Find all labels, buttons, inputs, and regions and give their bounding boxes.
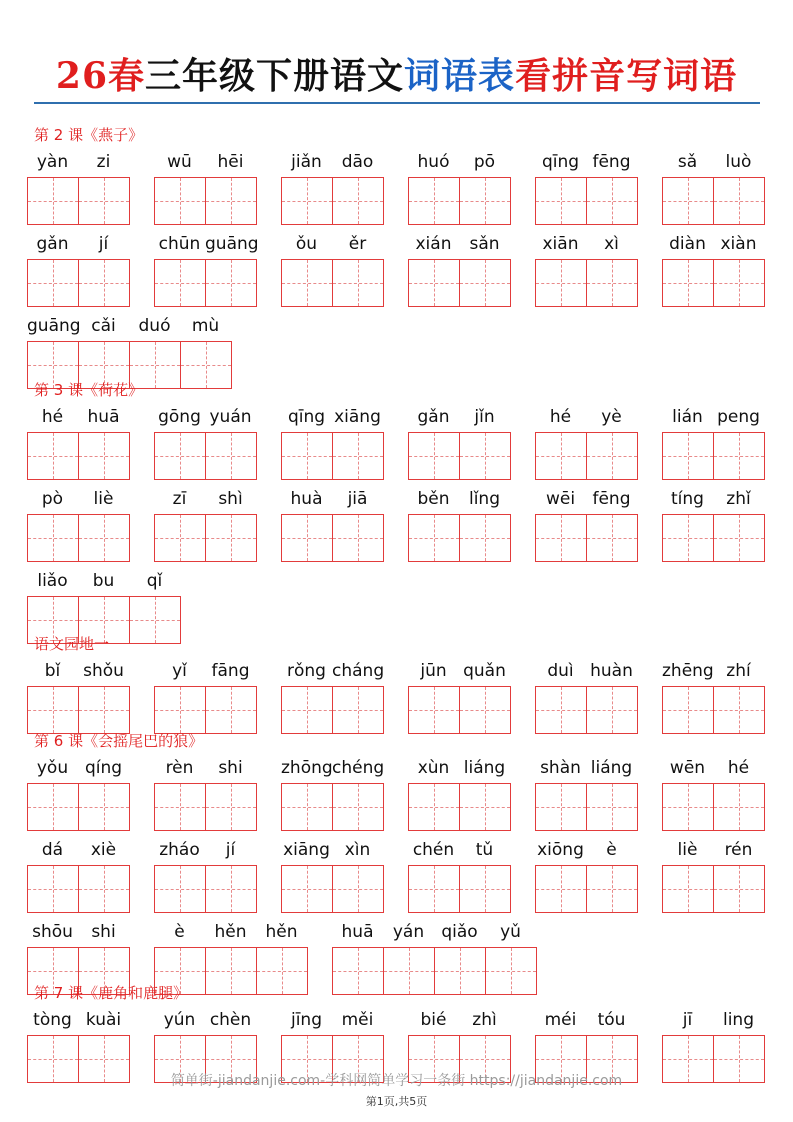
- pinyin-label: xiān: [542, 234, 579, 254]
- pinyin-label: zhì: [472, 1010, 497, 1030]
- writing-grid[interactable]: [281, 514, 384, 562]
- pinyin-label: chén: [412, 840, 455, 860]
- tianzi-cell[interactable]: [587, 260, 637, 306]
- pinyin-label: cǎi: [91, 316, 116, 336]
- pinyin-label: bǐ: [44, 661, 61, 681]
- tianzi-cell[interactable]: [663, 784, 714, 830]
- pinyin-label: huàn: [590, 661, 633, 681]
- pinyin-label: yǐ: [172, 661, 187, 681]
- tianzi-cell[interactable]: [333, 515, 383, 561]
- tianzi-cell[interactable]: [536, 178, 587, 224]
- tianzi-cell[interactable]: [28, 178, 79, 224]
- tianzi-cell[interactable]: [130, 597, 180, 643]
- tianzi-cell[interactable]: [206, 687, 256, 733]
- title-divider: [34, 102, 760, 104]
- pinyin-label: jūn: [420, 661, 447, 681]
- tianzi-cell[interactable]: [181, 342, 231, 388]
- writing-grid[interactable]: [662, 432, 765, 480]
- tianzi-cell[interactable]: [714, 433, 764, 479]
- tianzi-cell[interactable]: [409, 866, 460, 912]
- tianzi-cell[interactable]: [28, 515, 79, 561]
- tianzi-cell[interactable]: [663, 515, 714, 561]
- pinyin-label: zhí: [726, 661, 751, 681]
- tianzi-cell[interactable]: [460, 866, 510, 912]
- tianzi-cell[interactable]: [155, 178, 206, 224]
- pinyin-label: zhēng: [662, 661, 714, 681]
- pinyin-label: jí: [98, 234, 109, 254]
- page-title: [0, 50, 793, 102]
- tianzi-cell[interactable]: [155, 260, 206, 306]
- writing-grid[interactable]: [27, 432, 130, 480]
- writing-grid[interactable]: [281, 783, 384, 831]
- writing-grid[interactable]: [408, 432, 511, 480]
- pinyin-label: hěn: [265, 922, 298, 942]
- pinyin-label: diàn: [669, 234, 706, 254]
- pinyin-label: luò: [725, 152, 752, 172]
- tianzi-cell[interactable]: [206, 515, 256, 561]
- tianzi-cell[interactable]: [409, 687, 460, 733]
- pinyin-label: jǐn: [474, 407, 495, 427]
- writing-grid[interactable]: [154, 177, 257, 225]
- tianzi-cell[interactable]: [587, 515, 637, 561]
- pinyin-label: liáng: [590, 758, 633, 778]
- tianzi-cell[interactable]: [206, 260, 256, 306]
- pinyin-label: xùn: [417, 758, 450, 778]
- pinyin-label: yún: [163, 1010, 196, 1030]
- tianzi-cell[interactable]: [460, 433, 510, 479]
- pinyin-label: guāng: [205, 234, 259, 254]
- pinyin-label: ling: [722, 1010, 754, 1030]
- tianzi-cell[interactable]: [663, 260, 714, 306]
- writing-grid[interactable]: [27, 865, 130, 913]
- pinyin-label: chūn: [158, 234, 201, 254]
- pinyin-label: jí: [225, 840, 236, 860]
- tianzi-cell[interactable]: [282, 515, 333, 561]
- tianzi-cell[interactable]: [28, 433, 79, 479]
- pinyin-label: quǎn: [463, 661, 506, 681]
- tianzi-cell[interactable]: [282, 178, 333, 224]
- writing-grid[interactable]: [535, 783, 638, 831]
- footer-watermark: 简单街-jiandanjie.com-学科网简单学习一条街 https://jiandanjie.com: [170, 1073, 623, 1089]
- tianzi-cell[interactable]: [28, 866, 79, 912]
- pinyin-label: xián: [415, 234, 452, 254]
- pinyin-label: liáng: [463, 758, 506, 778]
- tianzi-cell[interactable]: [155, 515, 206, 561]
- pinyin-label: è: [174, 922, 185, 942]
- pinyin-label: huā: [341, 922, 374, 942]
- writing-grid[interactable]: [535, 259, 638, 307]
- pinyin-label: shōu: [32, 922, 73, 942]
- pinyin-label: lián: [672, 407, 703, 427]
- pinyin-label: peng: [717, 407, 760, 427]
- pinyin-label: běn: [417, 489, 450, 509]
- pinyin-label: xì: [604, 234, 619, 254]
- pinyin-label: měi: [341, 1010, 374, 1030]
- tianzi-cell[interactable]: [460, 515, 510, 561]
- writing-grid[interactable]: [281, 865, 384, 913]
- pinyin-label: yàn: [36, 152, 69, 172]
- pinyin-label: shàn: [540, 758, 581, 778]
- writing-grid[interactable]: [154, 686, 257, 734]
- tianzi-cell[interactable]: [460, 687, 510, 733]
- tianzi-cell[interactable]: [333, 433, 383, 479]
- pinyin-label: huā: [87, 407, 120, 427]
- pinyin-label: bu: [92, 571, 115, 591]
- pinyin-label: dāo: [341, 152, 374, 172]
- tianzi-cell[interactable]: [663, 433, 714, 479]
- tianzi-cell[interactable]: [333, 178, 383, 224]
- section-heading: 第 6 课《会摇尾巴的狼》: [34, 732, 204, 750]
- pinyin-label: dá: [41, 840, 64, 860]
- pinyin-label: gōng: [158, 407, 201, 427]
- tianzi-cell[interactable]: [79, 515, 129, 561]
- tianzi-cell[interactable]: [714, 260, 764, 306]
- pinyin-label: è: [606, 840, 617, 860]
- writing-grid[interactable]: [662, 514, 765, 562]
- pinyin-label: ěr: [348, 234, 367, 254]
- tianzi-cell[interactable]: [714, 687, 764, 733]
- writing-grid[interactable]: [27, 686, 130, 734]
- writing-grid[interactable]: [154, 514, 257, 562]
- pinyin-label: duó: [138, 316, 171, 336]
- pinyin-label: liè: [677, 840, 698, 860]
- pinyin-label: mù: [191, 316, 220, 336]
- tianzi-cell[interactable]: [409, 433, 460, 479]
- tianzi-cell[interactable]: [79, 178, 129, 224]
- pinyin-label: qīng: [287, 407, 326, 427]
- writing-grid[interactable]: [408, 783, 511, 831]
- writing-grid[interactable]: [535, 432, 638, 480]
- pinyin-label: jī: [682, 1010, 693, 1030]
- pinyin-label: qīng: [541, 152, 580, 172]
- pinyin-label: zháo: [159, 840, 200, 860]
- writing-grid[interactable]: [27, 514, 130, 562]
- pinyin-label: wēi: [545, 489, 576, 509]
- tianzi-cell[interactable]: [663, 866, 714, 912]
- pinyin-label: shi: [218, 758, 243, 778]
- tianzi-cell[interactable]: [206, 948, 257, 994]
- tianzi-cell[interactable]: [536, 515, 587, 561]
- writing-grid[interactable]: [281, 432, 384, 480]
- tianzi-cell[interactable]: [79, 687, 129, 733]
- writing-grid[interactable]: [27, 177, 130, 225]
- pinyin-label: tǔ: [475, 840, 494, 860]
- pinyin-label: lǐng: [468, 489, 500, 509]
- tianzi-cell[interactable]: [28, 260, 79, 306]
- writing-grid[interactable]: [281, 259, 384, 307]
- pinyin-label: pò: [41, 489, 64, 509]
- tianzi-cell[interactable]: [409, 178, 460, 224]
- pinyin-label: rén: [724, 840, 753, 860]
- tianzi-cell[interactable]: [155, 866, 206, 912]
- title-part: 看拼音写词语: [515, 55, 738, 97]
- title-part: 词语表: [404, 55, 516, 97]
- tianzi-cell[interactable]: [282, 260, 333, 306]
- pinyin-label: chèn: [209, 1010, 252, 1030]
- writing-grid[interactable]: [27, 783, 130, 831]
- writing-grid[interactable]: [408, 177, 511, 225]
- tianzi-cell[interactable]: [155, 433, 206, 479]
- pinyin-label: yè: [601, 407, 622, 427]
- pinyin-label: xiāng: [334, 407, 381, 427]
- writing-grid[interactable]: [662, 177, 765, 225]
- writing-grid[interactable]: [535, 865, 638, 913]
- writing-grid[interactable]: [281, 686, 384, 734]
- tianzi-cell[interactable]: [536, 260, 587, 306]
- tianzi-cell[interactable]: [79, 260, 129, 306]
- tianzi-cell[interactable]: [663, 687, 714, 733]
- pinyin-label: xìn: [344, 840, 371, 860]
- writing-grid[interactable]: [154, 783, 257, 831]
- tianzi-cell[interactable]: [536, 687, 587, 733]
- pinyin-label: wū: [167, 152, 192, 172]
- tianzi-cell[interactable]: [155, 784, 206, 830]
- writing-grid[interactable]: [154, 865, 257, 913]
- pinyin-label: xiàn: [720, 234, 757, 254]
- tianzi-cell[interactable]: [714, 515, 764, 561]
- tianzi-cell[interactable]: [460, 784, 510, 830]
- tianzi-cell[interactable]: [714, 866, 764, 912]
- pinyin-label: cháng: [332, 661, 385, 681]
- pinyin-label: tíng: [671, 489, 704, 509]
- pinyin-label: hé: [727, 758, 750, 778]
- tianzi-cell[interactable]: [333, 260, 383, 306]
- tianzi-cell[interactable]: [282, 866, 333, 912]
- tianzi-cell[interactable]: [460, 178, 510, 224]
- writing-grid[interactable]: [535, 514, 638, 562]
- title-part: 26春: [55, 55, 146, 97]
- pinyin-label: hé: [549, 407, 572, 427]
- tianzi-cell[interactable]: [282, 784, 333, 830]
- section-heading: 第 7 课《鹿角和鹿腿》: [34, 984, 189, 1002]
- pinyin-label: hěn: [214, 922, 247, 942]
- pinyin-label: méi: [544, 1010, 577, 1030]
- tianzi-cell[interactable]: [409, 260, 460, 306]
- writing-grid[interactable]: [408, 865, 511, 913]
- tianzi-cell[interactable]: [28, 687, 79, 733]
- tianzi-cell[interactable]: [587, 433, 637, 479]
- pinyin-label: xiōng: [537, 840, 584, 860]
- writing-grid[interactable]: [662, 783, 765, 831]
- pinyin-label: gǎn: [417, 407, 450, 427]
- pinyin-label: hé: [41, 407, 64, 427]
- pinyin-label: guāng: [27, 316, 81, 336]
- pinyin-label: zi: [96, 152, 111, 172]
- pinyin-label: sǎn: [469, 234, 500, 254]
- pinyin-label: tòng: [33, 1010, 72, 1030]
- pinyin-label: chéng: [332, 758, 385, 778]
- pinyin-label: liǎo: [37, 571, 68, 591]
- pinyin-label: yán: [392, 922, 425, 942]
- pinyin-label: sǎ: [677, 152, 698, 172]
- pinyin-label: shǒu: [83, 661, 124, 681]
- tianzi-cell[interactable]: [257, 948, 307, 994]
- tianzi-cell[interactable]: [536, 866, 587, 912]
- tianzi-cell[interactable]: [587, 178, 637, 224]
- tianzi-cell[interactable]: [282, 687, 333, 733]
- pinyin-label: huó: [417, 152, 450, 172]
- tianzi-cell[interactable]: [536, 433, 587, 479]
- writing-grid[interactable]: [154, 259, 257, 307]
- tianzi-cell[interactable]: [384, 948, 435, 994]
- pinyin-label: jiǎn: [291, 152, 322, 172]
- tianzi-cell[interactable]: [282, 433, 333, 479]
- title-part: 三年级下册语文: [145, 55, 405, 97]
- pinyin-label: jiā: [347, 489, 368, 509]
- tianzi-cell[interactable]: [409, 515, 460, 561]
- tianzi-cell[interactable]: [536, 784, 587, 830]
- tianzi-cell[interactable]: [206, 178, 256, 224]
- pinyin-label: rǒng: [287, 661, 326, 681]
- section-heading: 第 2 课《燕子》: [34, 126, 144, 144]
- writing-grid[interactable]: [408, 259, 511, 307]
- tianzi-cell[interactable]: [155, 687, 206, 733]
- tianzi-cell[interactable]: [28, 784, 79, 830]
- tianzi-cell[interactable]: [587, 866, 637, 912]
- pinyin-label: tóu: [597, 1010, 626, 1030]
- pinyin-label: duì: [547, 661, 574, 681]
- writing-grid[interactable]: [662, 865, 765, 913]
- writing-grid[interactable]: [27, 259, 130, 307]
- pinyin-label: wēn: [669, 758, 706, 778]
- pinyin-label: fēng: [592, 489, 631, 509]
- tianzi-cell[interactable]: [486, 948, 536, 994]
- tianzi-cell[interactable]: [409, 784, 460, 830]
- writing-grid[interactable]: [332, 947, 537, 995]
- tianzi-cell[interactable]: [79, 433, 129, 479]
- tianzi-cell[interactable]: [79, 784, 129, 830]
- tianzi-cell[interactable]: [333, 687, 383, 733]
- pinyin-label: gǎn: [36, 234, 69, 254]
- pinyin-label: qiǎo: [441, 922, 478, 942]
- section-heading: 语文园地一: [34, 635, 110, 653]
- pinyin-label: xiāng: [283, 840, 330, 860]
- pinyin-label: hēi: [217, 152, 244, 172]
- pinyin-label: ǒu: [295, 234, 318, 254]
- pinyin-label: fēng: [592, 152, 631, 172]
- tianzi-cell[interactable]: [79, 866, 129, 912]
- tianzi-cell[interactable]: [663, 178, 714, 224]
- pinyin-label: zhǐ: [726, 489, 751, 509]
- pinyin-label: zī: [172, 489, 187, 509]
- writing-grid[interactable]: [662, 686, 765, 734]
- pinyin-label: yǔ: [500, 922, 521, 942]
- tianzi-cell[interactable]: [206, 433, 256, 479]
- tianzi-cell[interactable]: [333, 948, 384, 994]
- writing-grid[interactable]: [408, 686, 511, 734]
- pinyin-label: pō: [473, 152, 496, 172]
- pinyin-label: qíng: [84, 758, 123, 778]
- pinyin-label: jīng: [290, 1010, 322, 1030]
- section-heading: 第 3 课《荷花》: [34, 381, 144, 399]
- tianzi-cell[interactable]: [460, 260, 510, 306]
- pinyin-label: kuài: [85, 1010, 122, 1030]
- pinyin-label: shi: [91, 922, 116, 942]
- pinyin-label: liè: [93, 489, 114, 509]
- writing-grid[interactable]: [154, 432, 257, 480]
- tianzi-cell[interactable]: [587, 687, 637, 733]
- tianzi-cell[interactable]: [333, 784, 383, 830]
- writing-grid[interactable]: [281, 177, 384, 225]
- pinyin-label: bié: [420, 1010, 447, 1030]
- pinyin-label: huà: [290, 489, 323, 509]
- pinyin-label: zhōng: [281, 758, 333, 778]
- writing-grid[interactable]: [662, 259, 765, 307]
- tianzi-cell[interactable]: [206, 784, 256, 830]
- writing-grid[interactable]: [535, 686, 638, 734]
- pinyin-label: shì: [218, 489, 243, 509]
- tianzi-cell[interactable]: [714, 178, 764, 224]
- pinyin-label: rèn: [165, 758, 194, 778]
- pinyin-label: qǐ: [146, 571, 163, 591]
- writing-grid[interactable]: [408, 514, 511, 562]
- page-number: 第1页,共5页: [365, 1095, 428, 1108]
- writing-grid[interactable]: [535, 177, 638, 225]
- pinyin-label: xiè: [90, 840, 117, 860]
- pinyin-label: fāng: [211, 661, 250, 681]
- pinyin-label: yuán: [209, 407, 252, 427]
- pinyin-label: yǒu: [36, 758, 69, 778]
- tianzi-cell[interactable]: [714, 784, 764, 830]
- tianzi-cell[interactable]: [435, 948, 486, 994]
- tianzi-cell[interactable]: [206, 866, 256, 912]
- tianzi-cell[interactable]: [587, 784, 637, 830]
- tianzi-cell[interactable]: [333, 866, 383, 912]
